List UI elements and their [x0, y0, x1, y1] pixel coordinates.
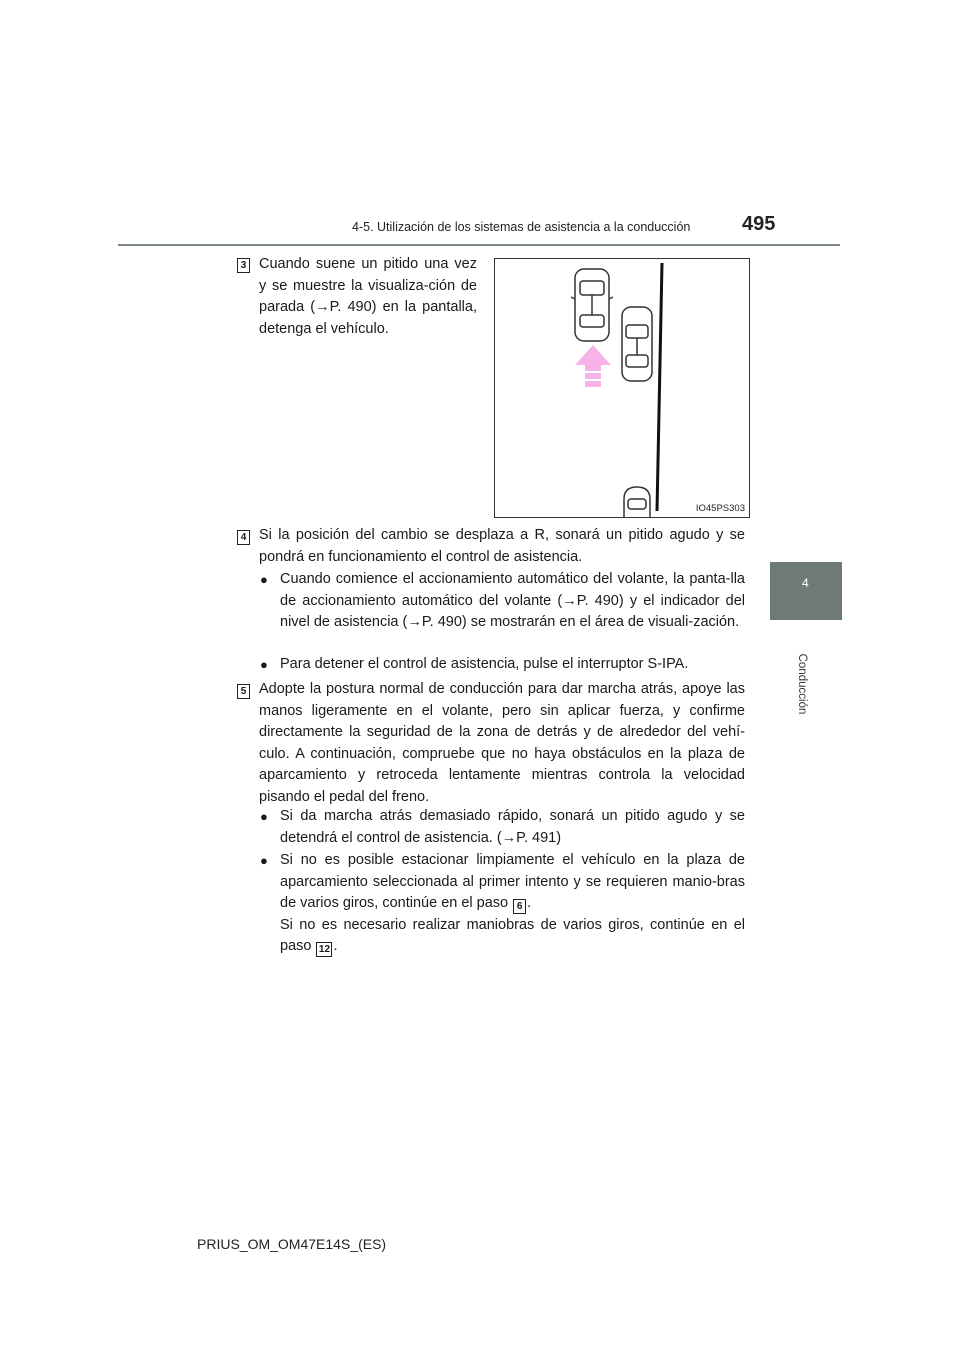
step4-bullet-2	[260, 654, 745, 676]
forward-arrow	[575, 345, 611, 387]
step4-bullet-1	[260, 569, 745, 634]
figure-id: IO45PS303	[695, 503, 745, 514]
user-vehicle	[571, 269, 613, 341]
chapter-number: 4	[802, 576, 809, 590]
step4-bullet-1-text: Cuando comience el accionamiento automático del volante, la panta-lla de accionamiento automático del volante (→P. 490) y el indicador del nivel de asistencia (→P. 490) se mostrarán en el área de visuali-zación.	[280, 571, 745, 630]
chapter-title: Conducción	[796, 653, 808, 715]
step4-text: Si la posición del cambio se desplaza a R, sonará un pitido agudo y se pondrá en funcionamiento el control de asistencia.	[259, 527, 745, 565]
step-badge-3: 3	[237, 258, 250, 273]
step-badge-4: 4	[237, 530, 250, 545]
chapter-side-label	[792, 620, 808, 760]
chapter-tab	[770, 562, 842, 620]
parking-boundary-line	[657, 263, 662, 511]
document-code: PRIUS_OM_OM47E14S_(ES)	[197, 1236, 387, 1252]
section-title: 4-5. Utilización de los sistemas de asistencia a la conducción	[352, 220, 691, 234]
bullet-dot-icon: ●	[260, 657, 268, 672]
step-ref-6: 6	[513, 899, 526, 914]
bullet-dot-icon: ●	[260, 853, 268, 868]
step4-bullet-2-text: Para detener el control de asistencia, pulse el interruptor S-IPA.	[280, 656, 689, 672]
header-divider	[118, 244, 840, 246]
step5-bullet-2-note: Si no es necesario realizar maniobras de varios giros, continúe en el paso	[280, 916, 745, 954]
step3-text: Cuando suene un pitido una vez y se muestre la visualiza-ción de parada (→P. 490) en la pantalla, detenga el vehículo.	[259, 256, 477, 337]
parked-vehicle	[622, 307, 652, 381]
step5-bullet-2-text: Si no es posible estacionar limpiamente el vehículo en la plaza de aparcamiento seleccionada al primer intento y se requieren manio-bras de varios giros, continúe en el paso	[280, 852, 745, 911]
step5-text: Adopte la postura normal de conducción para dar marcha atrás, apoye las manos ligeramente en el volante, pero sin aplicar fuerza, y confirme directamente la seguridad de la zona de detrás y de alrededor del vehí-culo. A continuación, compruebe que no haya obstáculos en la plaza de aparcamiento y retroceda lentamente mientras controla la velocidad pisando el pedal del freno.	[259, 681, 745, 805]
approaching-vehicle	[624, 487, 650, 517]
step5-bullet-1	[260, 806, 745, 849]
step-badge-5: 5	[237, 684, 250, 699]
step5-bullet-2-period: .	[527, 895, 532, 911]
bullet-dot-icon: ●	[260, 809, 268, 824]
step5-bullet-2-note-period: .	[333, 938, 338, 954]
step5-bullet-1-text: Si da marcha atrás demasiado rápido, sonará un pitido agudo y se detendrá el control de asistencia. (→P. 491)	[280, 808, 745, 846]
step5-bullet-2	[260, 850, 745, 958]
page-number: 495	[742, 213, 776, 235]
parking-diagram	[495, 259, 751, 519]
parking-illustration	[494, 258, 750, 518]
bullet-dot-icon: ●	[260, 572, 268, 587]
step-ref-12: 12	[316, 942, 332, 957]
